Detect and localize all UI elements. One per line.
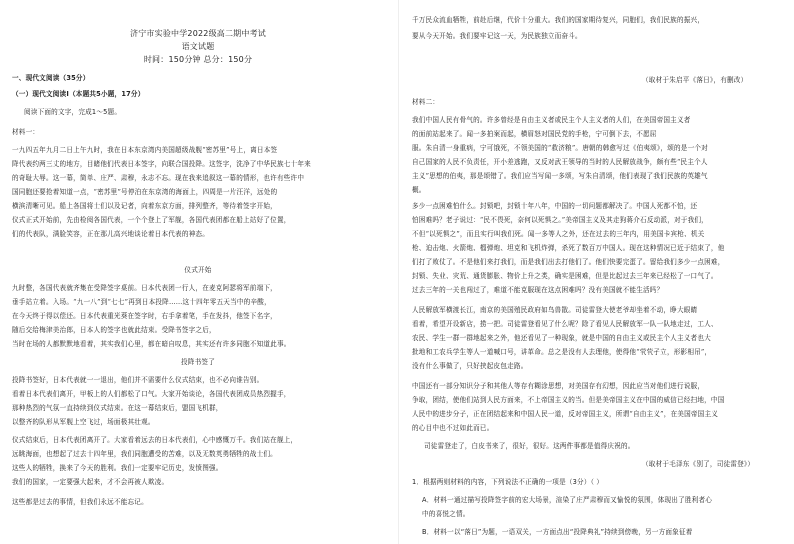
paragraph-line: 中国还有一部分知识分子和其他人等存有糊涂思想，对美国存有幻想，因此应当对他们进行说服， [412,382,705,390]
paragraph-line: 多少一点困难怕什么。封锁吧，封锁十年八年，中国的一切问题都解决了。中国人死都不怕，还 [412,202,698,210]
paragraph-line: 人民中的进步分子，正在团结起来和中国人民一道，反对帝国主义，所谓“自由主义”，在美国帝国主义 [412,410,719,418]
paragraph-line: 司徒雷登走了，白皮书来了，很好，很好。这两件事都是值得庆祝的。 [424,442,635,450]
paragraph-line: 的奇耻大辱。这一幕，简单、庄严、肃穆，永志不忘。现在我来追叙这一幕的情形，也许有些许中 [12,174,305,182]
paragraph-line: 看着日本代表们离开，甲板上的人们都松了口气。大家开始谈论，各国代表团成员热烈握手， [12,390,291,398]
paragraph-line: 九时整，各国代表就齐集在受降签字桌前。日本代表团一行人，在麦克阿瑟将军前端下， [12,284,277,292]
paragraph-line: 千万民众流血牺牲，前赴后继，代价十分重大。我们的国家期待复兴，同胞们，我们民族的振兴， [412,16,705,24]
sub-section-heading: （一）现代文阅读Ⅰ（本题共5小题，17分） [12,90,145,98]
paragraph-line: 远眺海面，也想起了过去十四年里，我们同胞遭受的苦难，以及无数英勇牺牲的战士们。 [12,450,277,458]
paragraph-line: 枪、迫击炮、火箭炮、榴弹炮、坦克和飞机炸弹，杀死了数百万中国人。现在这种情况已近于结束了，他 [412,244,725,252]
paragraph-line: 这些都是过去的事情，但我们永远不能忘记。 [12,498,148,506]
paragraph-line: 主义”思想的伯夷，那是颂错了。我们应当写闻一多颂，写朱自清颂，他们表现了我们民族的英雄气 [412,172,708,180]
paragraph-line: 们打了败仗了。不是他们来打我们，而是我们出去打他们了。他们快要完蛋了。留给我们多少一点困难， [412,258,725,266]
source-citation-2: （取材于毛泽东《别了，司徒雷登》） [642,460,755,468]
paragraph-line: 仪式正式开始前，先由检阅各国代表，一个个登上了军舰，各国代表团都在船上站好了位置， [12,216,291,224]
exam-time-score: 时间：150分钟 总分：150分 [143,55,253,64]
paragraph-line: 不但“以死惧之”，而且实行叫我们死。闻一多等人之外，还在过去的三年内，用美国卡宾枪、机关 [412,230,705,238]
paragraph-line: 概。 [412,186,426,194]
option-a-line: A．材料一通过描写投降签字前的宏大场景，渲染了庄严肃穆而又愉悦的氛围，体现出了胜利者心 [422,496,713,504]
paragraph-line: 随后交给梅津美治郎，日本人的签字也就此结束。受降书签字之后， [12,326,216,334]
right-column [412,0,784,544]
material-1-label: 材料一： [12,128,40,136]
paragraph-line: 要从今天开始。我们要牢记这一天，为民族独立而奋斗。 [412,32,582,40]
paragraph-line: 的面前站起来了。闻一多拍案而起，横眉怒对国民党的手枪，宁可倒下去，不愿屈 [412,130,657,138]
source-citation-1: （取材于朱启平《落日》，有删改） [642,76,748,84]
paragraph-line: 看着，希望开设新店，捞一把。司徒雷登看见了什么呢？除了看见人民解放军一队一队地走过，工人、 [412,320,718,328]
sub-title-ceremony-start: 仪式开始 [184,266,212,274]
reading-instruction: 阅读下面的文字，完成1～5题。 [24,108,122,116]
paragraph-line: 我们的国家，一定要强大起来，才不会再被人欺凌。 [12,478,169,486]
paragraph-line: 那种热烈的气氛一直持续到仪式结束。在这一幕结束后，盟国飞机群， [12,404,223,412]
paragraph-line: 封锁、失业、灾荒、通货膨胀、物价上升之类，确实是困难，但是比起过去三年来已经松了一口气了。 [412,272,718,280]
section-heading: 一、现代文阅读（35分） [12,74,90,82]
paragraph-line: 怕困难吗？老子说过：“民不畏死，奈何以死惧之。”美帝国主义及其走狗蒋介石反动派，对于我们， [412,216,708,224]
paragraph-line: 当时在场的人都默默地看着，其实我们心里，都在暗自叹息，其实还有许多同胞不知道此事。 [12,340,291,348]
paragraph-line: 垂手站立着。入场。“九一八”到“七七”再到日本投降……这十四年零五天当中的辛酸， [12,298,271,306]
paragraph-line: 投降书签好，日本代表就一一退出，他们并不需要什么仪式结束，也不必向谁告别。 [12,376,264,384]
paragraph-line: 争取，团结，使他们站到人民方面来，不上帝国主义的当。但是美帝国主义在中国的威信已经扫地，中国 [412,396,725,404]
column-divider [398,0,399,544]
paragraph-line: 我们中国人民有骨气的。许多曾经是自由主义者或民主个人主义者的人们，在美国帝国主义者 [412,116,691,124]
exam-title: 济宁市实验中学2022级高二期中考试 [130,29,266,38]
paragraph-line: 在今天终于得以偿还。日本代表重光葵在签字时，右手拿着笔，手在发抖，他签下名字， [12,312,277,320]
paragraph-line: 的心目中也不过如此而已。 [412,424,494,432]
paragraph-line: 人民解放军横渡长江，南京的美国殖民政府如鸟兽散。司徒雷登大使老爷却坐着不动，睁大眼睛 [412,306,698,314]
paragraph-line: 服。朱自清一身重病，宁可饿死，不领美国的“救济粮”。唐朝的韩愈写过《伯夷颂》，颂的是一个对 [412,144,708,152]
left-column [12,0,384,544]
option-a-line: 中的喜悦之情。 [422,510,470,518]
paragraph-line: 批地和工农兵学生等人一道喊口号，讲革命。总之是没有人去理他，使得他“茕茕孑立，形影相吊”， [412,348,712,356]
paragraph-line: 以整齐的队形从军舰上空飞过，场面极其壮观。 [12,418,155,426]
paragraph-line: 一九四五年九月二日上午九时，我在日本东京湾内美国超级战舰“密苏里”号上，离日本签 [12,146,278,154]
paragraph-line: 们的代表队，满脸笑容，正在那儿高兴地谈论着日本代表的神态。 [12,230,210,238]
paragraph-line: 没有什么事做了，只好挟起皮包走路。 [412,362,528,370]
paragraph-line: 仪式结束后，日本代表团离开了。大家看着远去的日本代表们，心中感慨万千。我们站在舰上， [12,436,298,444]
paragraph-line: 过去三年的一关也闯过了，难道不能克服现在这点困难吗？没有美国就不能生活吗？ [412,286,664,294]
question-1: 1．根据两则材料的内容，下列说法不正确的一项是（3分）（ ） [412,478,604,486]
paragraph-line: 横滨清晰可见。船上各国将士们以及记者，向着东京方面，排列整齐，等待着签字开始， [12,202,277,210]
option-b-line: B．材料一以“落日”为题，一语双关，一方面点出“投降典礼”持续到傍晚，另一方面象征着 [422,528,693,536]
paragraph-line: 降代表约两三丈的地方，目睹他们代表日本签字，向联合国投降。这签字，洗净了中华民族七十年来 [12,160,311,168]
paragraph-line: 农民、学生一群一群地起来之外，他还看见了一种现象，就是中国的自由主义或民主个人主义者也大 [412,334,711,342]
exam-subtitle: 语文试题 [181,42,215,51]
paragraph-line: 这些人的牺牲，换来了今天的胜利。我们一定要牢记历史，发愤图强。 [12,464,223,472]
sub-title-surrender-signed: 投降书签了 [181,358,215,366]
paragraph-line: 国同胞还要抢着知道一点，“密苏里”号停泊在东京湾的海面上，四周是一片汪洋，远处的 [12,188,278,196]
paragraph-line: 自己国家的人民不负责任，开小差逃跑，又反对武王领导的当时的人民解放战争，颇有些“民主个人 [412,158,708,166]
material-2-label: 材料二： [412,98,440,106]
